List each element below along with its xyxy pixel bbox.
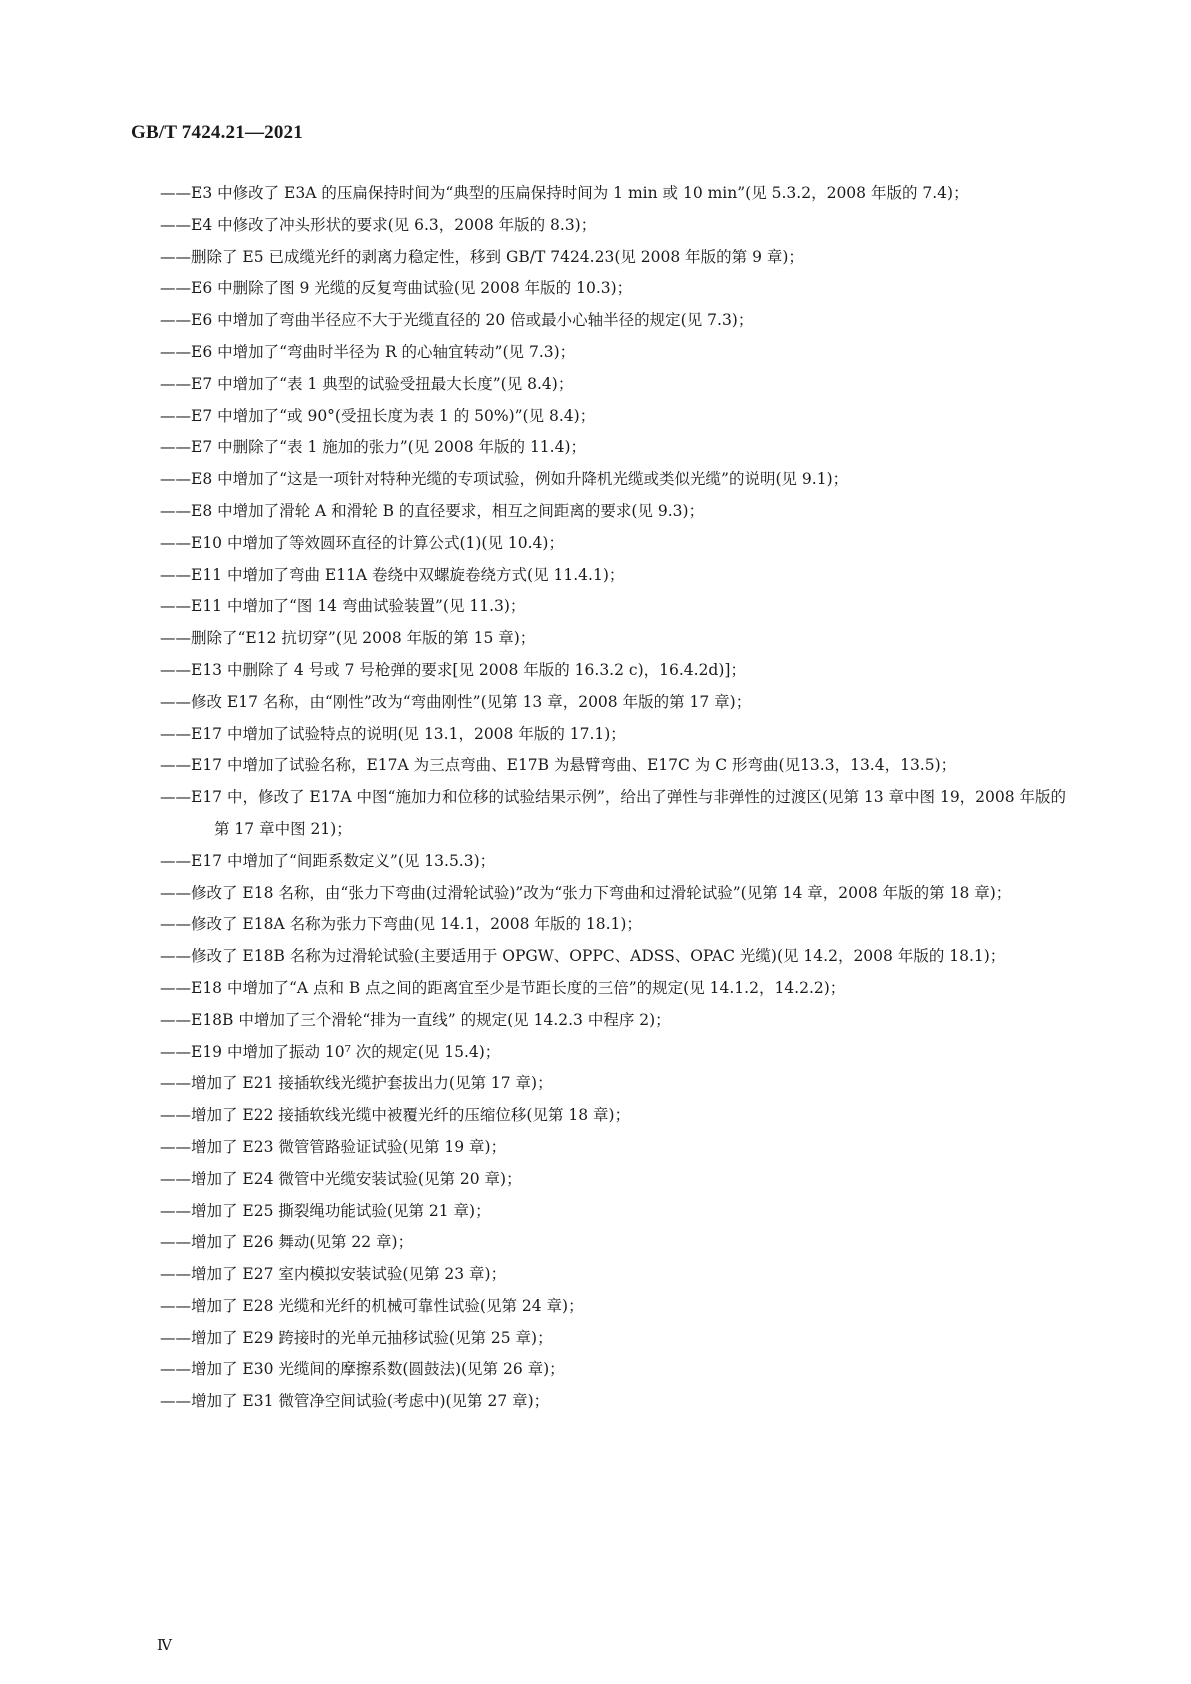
change-list xyxy=(160,178,1080,1418)
list-item: ——E6 中删除了图 9 光缆的反复弯曲试验(见 2008 年版的 10.3)； xyxy=(160,279,633,298)
list-item: ——E7 中增加了“或 90°(受扭长度为表 1 的 50%)”(见 8.4)； xyxy=(160,406,596,425)
list-item: ——E18 中增加了“A 点和 B 点之间的距离宜至少是节距长度的三倍”的规定(见 14.1.2，14.2.2)； xyxy=(160,978,846,997)
list-item: ——E18B 中增加了三个滑轮“排为一直线” 的规定(见 14.2.3 中程序 2)； xyxy=(160,1010,671,1029)
list-item: ——增加了 E25 撕裂绳功能试验(见第 21 章)； xyxy=(160,1201,491,1220)
list-item: ——修改了 E18A 名称为张力下弯曲(见 14.1，2008 年版的 18.1)； xyxy=(160,915,642,934)
list-item: ——增加了 E23 微管管路验证试验(见第 19 章)； xyxy=(160,1137,507,1156)
list-item: ——E11 中增加了“图 14 弯曲试验装置”(见 11.3)； xyxy=(160,597,526,616)
list-item: ——E6 中增加了“弯曲时半径为 R 的心轴宜转动”(见 7.3)； xyxy=(160,342,576,361)
list-item: ——增加了 E24 微管中光缆安装试验(见第 20 章)； xyxy=(160,1169,522,1188)
list-item: ——E17 中增加了“间距系数定义”(见 13.5.3)； xyxy=(160,851,496,870)
list-item: ——E17 中增加了试验特点的说明(见 13.1，2008 年版的 17.1)； xyxy=(160,724,626,743)
list-item: ——E13 中删除了 4 号或 7 号枪弹的要求[见 2008 年版的 16.3.2 c)，16.4.2d)]； xyxy=(160,660,746,679)
list-item: ——修改了 E18B 名称为过滑轮试验(主要适用于 OPGW、OPPC、ADSS、OPAC 光缆)(见 14.2，2008 年版的 18.1)； xyxy=(160,947,1006,966)
list-item: ——增加了 E26 舞动(见第 22 章)； xyxy=(160,1233,414,1252)
list-item: ——增加了 E22 接插软线光缆中被覆光纤的压缩位移(见第 18 章)； xyxy=(160,1106,631,1125)
list-item: ——E7 中删除了“表 1 施加的张力”(见 2008 年版的 11.4)； xyxy=(160,438,587,457)
list-item: ——E19 中增加了振动 10⁷ 次的规定(见 15.4)； xyxy=(160,1042,501,1061)
standard-number-header: GB/T 7424.21—2021 xyxy=(131,122,303,143)
list-item: ——增加了 E30 光缆间的摩擦系数(圆鼓法)(见第 26 章)； xyxy=(160,1360,565,1379)
list-item: ——E3 中修改了 E3A 的压扁保持时间为“典型的压扁保持时间为 1 min 或 10 min”(见 5.3.2，2008 年版的 7.4)； xyxy=(160,184,969,202)
list-item: ——增加了 E21 接插软线光缆护套拔出力(见第 17 章)； xyxy=(160,1074,553,1093)
list-item: ——E6 中增加了弯曲半径应不大于光缆直径的 20 倍或最小心轴半径的规定(见 7.3)； xyxy=(160,311,754,330)
list-item: ——E11 中增加了弯曲 E11A 卷绕中双螺旋卷绕方式(见 11.4.1)； xyxy=(160,565,625,584)
list-item: ——E8 中增加了“这是一项针对特种光缆的专项试验，例如升降机光缆或类似光缆”的说明(见 9.1)； xyxy=(160,470,849,489)
list-item: ——修改 E17 名称，由“刚性”改为“弯曲刚性”(见第 13 章，2008 年版的第 17 章)； xyxy=(160,692,752,711)
list-item: ——增加了 E29 跨接时的光单元抽移试验(见第 25 章)； xyxy=(160,1328,553,1347)
list-item: ——修改了 E18 名称，由“张力下弯曲(过滑轮试验)”改为“张力下弯曲和过滑轮试验”(见第 14 章，2008 年版的第 18 章)； xyxy=(160,883,1012,902)
list-item: ——增加了 E27 室内模拟安装试验(见第 23 章)； xyxy=(160,1265,507,1284)
list-item: ——E7 中增加了“表 1 典型的试验受扭最大长度”(见 8.4)； xyxy=(160,374,574,393)
page-number: Ⅳ xyxy=(157,1638,172,1654)
list-item: ——E17 中增加了试验名称，E17A 为三点弯曲、E17B 为悬臂弯曲、E17C 为 C 形弯曲(见13.3，13.4，13.5)； xyxy=(160,756,957,775)
list-item: ——E17 中，修改了 E17A 中图“施加力和位移的试验结果示例”，给出了弹性与非弹性的过渡区(见第 13 章中图 19，2008 年版的第 17 章中图 21)； xyxy=(160,788,1067,838)
list-item: ——增加了 E28 光缆和光纤的机械可靠性试验(见第 24 章)； xyxy=(160,1296,584,1315)
list-item: ——E4 中修改了冲头形状的要求(见 6.3，2008 年版的 8.3)； xyxy=(160,215,597,234)
list-item: ——增加了 E31 微管净空间试验(考虑中)(见第 27 章)； xyxy=(160,1392,550,1411)
list-item: ——删除了 E5 已成缆光纤的剥离力稳定性，移到 GB/T 7424.23(见 2008 年版的第 9 章)； xyxy=(160,247,804,266)
list-item: ——删除了“E12 抗切穿”(见 2008 年版的第 15 章)； xyxy=(160,629,536,648)
list-item: ——E8 中增加了滑轮 A 和滑轮 B 的直径要求，相互之间距离的要求(见 9.3)； xyxy=(160,501,705,520)
list-item: ——E10 中增加了等效圆环直径的计算公式(1)(见 10.4)； xyxy=(160,533,564,552)
